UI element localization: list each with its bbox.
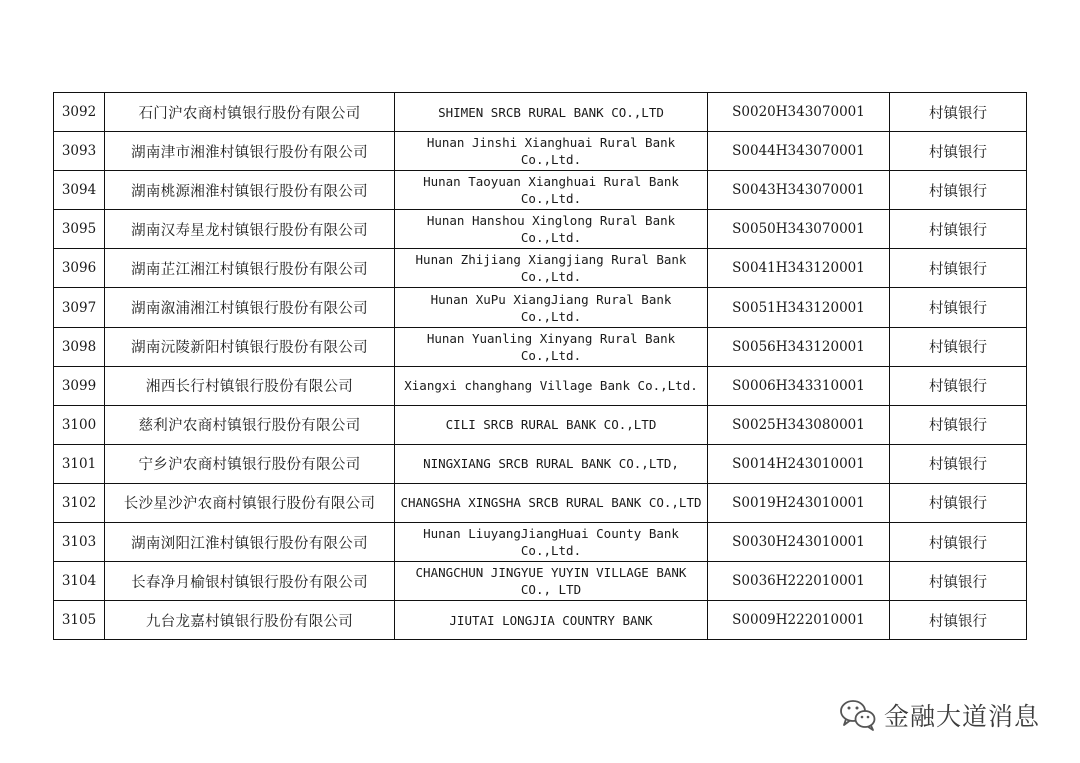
row-number: 3095 (54, 210, 105, 249)
bank-name-english-line: Xiangxi changhang Village Bank Co.,Ltd. (404, 378, 698, 394)
table-row (54, 366, 1027, 405)
bank-table-body (54, 93, 1027, 640)
bank-name-english-line: CHANGSHA XINGSHA SRCB RURAL BANK CO.,LTD (400, 495, 702, 511)
bank-name-english-line: NINGXIANG SRCB RURAL BANK CO.,LTD, (423, 456, 679, 472)
bank-name-english-line: Hunan Zhijiang Xiangjiang Rural Bank (415, 252, 687, 268)
bank-name-english (395, 132, 708, 171)
row-number: 3100 (54, 405, 105, 444)
row-number: 3102 (54, 483, 105, 522)
table-row (54, 405, 1027, 444)
institution-code: S0056H343120001 (708, 327, 890, 366)
bank-name-chinese: 慈利沪农商村镇银行股份有限公司 (105, 405, 395, 444)
wechat-icon (838, 698, 878, 732)
table-row (54, 210, 1027, 249)
row-number: 3093 (54, 132, 105, 171)
bank-name-chinese: 湘西长行村镇银行股份有限公司 (105, 366, 395, 405)
bank-name-english-line: Co.,Ltd. (520, 543, 582, 559)
bank-name-chinese: 湖南沅陵新阳村镇银行股份有限公司 (105, 327, 395, 366)
bank-name-english (395, 210, 708, 249)
bank-name-english-line: CHANGCHUN JINGYUE YUYIN VILLAGE BANK (415, 565, 687, 581)
table-row (54, 562, 1027, 601)
institution-type: 村镇银行 (890, 366, 1027, 405)
institution-type: 村镇银行 (890, 601, 1027, 640)
bank-name-chinese: 湖南津市湘淮村镇银行股份有限公司 (105, 132, 395, 171)
institution-code: S0036H222010001 (708, 562, 890, 601)
row-number: 3103 (54, 523, 105, 562)
table-row (54, 444, 1027, 483)
institution-type: 村镇银行 (890, 562, 1027, 601)
bank-name-english-line: Co.,Ltd. (520, 152, 582, 168)
institution-type: 村镇银行 (890, 93, 1027, 132)
table-row (54, 249, 1027, 288)
table-row (54, 132, 1027, 171)
bank-name-english-line: Hunan Hanshou Xinglong Rural Bank (426, 213, 676, 229)
bank-name-english-line: JIUTAI LONGJIA COUNTRY BANK (449, 612, 653, 628)
bank-name-english (395, 562, 708, 601)
row-number: 3094 (54, 171, 105, 210)
institution-code: S0020H343070001 (708, 93, 890, 132)
bank-name-chinese: 九台龙嘉村镇银行股份有限公司 (105, 601, 395, 640)
table-row (54, 483, 1027, 522)
institution-code: S0014H243010001 (708, 444, 890, 483)
institution-type: 村镇银行 (890, 327, 1027, 366)
institution-type: 村镇银行 (890, 132, 1027, 171)
bank-name-english (395, 327, 708, 366)
bank-name-chinese: 湖南芷江湘江村镇银行股份有限公司 (105, 249, 395, 288)
row-number: 3097 (54, 288, 105, 327)
bank-name-english (395, 523, 708, 562)
bank-name-english-line: Hunan LiuyangJiangHuai County Bank (423, 526, 679, 542)
bank-table (53, 92, 1027, 640)
institution-code: S0025H343080001 (708, 405, 890, 444)
bank-name-english-line: CO., LTD (520, 582, 582, 598)
bank-name-english (395, 249, 708, 288)
bank-name-english-line: Co.,Ltd. (520, 230, 582, 246)
bank-name-english (395, 93, 708, 132)
row-number: 3092 (54, 93, 105, 132)
institution-type: 村镇银行 (890, 483, 1027, 522)
row-number: 3105 (54, 601, 105, 640)
watermark-text: 金融大道消息 (884, 702, 1041, 731)
institution-type: 村镇银行 (890, 444, 1027, 483)
bank-name-english-line: Hunan Yuanling Xinyang Rural Bank (426, 330, 676, 346)
bank-name-english-line: Co.,Ltd. (520, 269, 582, 285)
bank-name-english (395, 601, 708, 640)
watermark (838, 697, 1040, 733)
table-row (54, 327, 1027, 366)
table-row (54, 171, 1027, 210)
institution-code: S0050H343070001 (708, 210, 890, 249)
bank-name-chinese: 长沙星沙沪农商村镇银行股份有限公司 (105, 483, 395, 522)
table-row (54, 93, 1027, 132)
bank-name-english-line: Co.,Ltd. (520, 191, 582, 207)
bank-name-english-line: CILI SRCB RURAL BANK CO.,LTD (445, 417, 657, 433)
bank-name-chinese: 宁乡沪农商村镇银行股份有限公司 (105, 444, 395, 483)
bank-name-english-line: SHIMEN SRCB RURAL BANK CO.,LTD (438, 104, 664, 120)
institution-code: S0009H222010001 (708, 601, 890, 640)
row-number: 3101 (54, 444, 105, 483)
institution-code: S0019H243010001 (708, 483, 890, 522)
institution-code: S0041H343120001 (708, 249, 890, 288)
institution-code: S0051H343120001 (708, 288, 890, 327)
institution-type: 村镇银行 (890, 249, 1027, 288)
institution-type: 村镇银行 (890, 523, 1027, 562)
bank-name-chinese: 湖南浏阳江淮村镇银行股份有限公司 (105, 523, 395, 562)
row-number: 3096 (54, 249, 105, 288)
bank-name-english-line: Co.,Ltd. (520, 347, 582, 363)
bank-name-english-line: Co.,Ltd. (520, 308, 582, 324)
bank-name-chinese: 长春净月榆银村镇银行股份有限公司 (105, 562, 395, 601)
table-row (54, 601, 1027, 640)
institution-type: 村镇银行 (890, 171, 1027, 210)
bank-name-english (395, 444, 708, 483)
row-number: 3104 (54, 562, 105, 601)
institution-code: S0030H243010001 (708, 523, 890, 562)
institution-type: 村镇银行 (890, 405, 1027, 444)
bank-name-english (395, 483, 708, 522)
institution-type: 村镇银行 (890, 288, 1027, 327)
bank-name-english-line: Hunan Taoyuan Xianghuai Rural Bank (423, 174, 679, 190)
bank-name-chinese: 湖南桃源湘淮村镇银行股份有限公司 (105, 171, 395, 210)
bank-name-chinese: 湖南汉寿星龙村镇银行股份有限公司 (105, 210, 395, 249)
institution-code: S0006H343310001 (708, 366, 890, 405)
institution-type: 村镇银行 (890, 210, 1027, 249)
table-row (54, 523, 1027, 562)
bank-name-english (395, 288, 708, 327)
bank-name-english (395, 171, 708, 210)
row-number: 3098 (54, 327, 105, 366)
bank-name-english (395, 366, 708, 405)
bank-name-english-line: Hunan XuPu XiangJiang Rural Bank (430, 291, 672, 307)
institution-code: S0043H343070001 (708, 171, 890, 210)
row-number: 3099 (54, 366, 105, 405)
table-row (54, 288, 1027, 327)
bank-name-chinese: 湖南溆浦湘江村镇银行股份有限公司 (105, 288, 395, 327)
bank-name-english-line: Hunan Jinshi Xianghuai Rural Bank (426, 135, 676, 151)
institution-code: S0044H343070001 (708, 132, 890, 171)
bank-name-chinese: 石门沪农商村镇银行股份有限公司 (105, 93, 395, 132)
bank-name-english (395, 405, 708, 444)
